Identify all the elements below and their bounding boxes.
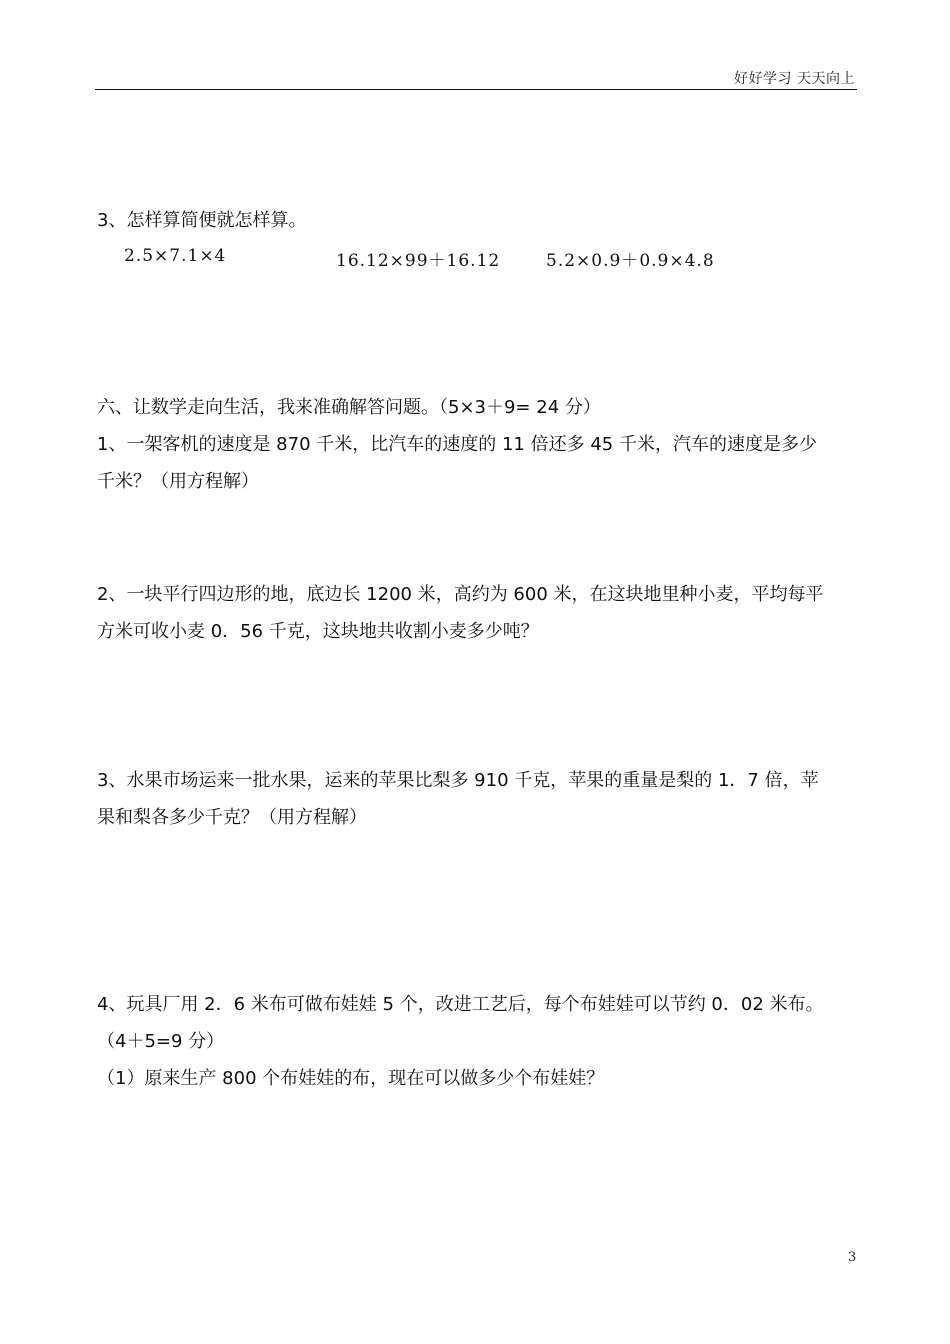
question-6-1-line-2: 千米？（用方程解）: [97, 471, 259, 492]
question-6-4-line-1: 4、玩具厂用 2．6 米布可做布娃娃 5 个，改进工艺后，每个布娃娃可以节约 0．02 米布。: [97, 994, 824, 1015]
expression-3: 5.2×0.9＋0.9×4.8: [546, 251, 715, 271]
expression-2: 16.12×99＋16.12: [336, 251, 501, 271]
question-6-2-line-2: 方米可收小麦 0．56 千克，这块地共收割小麦多少吨？: [97, 621, 539, 642]
header-slogan: 好好学习 天天向上: [734, 71, 855, 87]
question-6-4-subquestion-1: （1）原来生产 800 个布娃娃的布，现在可以做多少个布娃娃？: [97, 1068, 605, 1089]
question-6-1-line-1: 1、一架客机的速度是 870 千米，比汽车的速度的 11 倍还多 45 千米，汽车的速度是多少: [97, 434, 817, 455]
question-6-3-line-2: 果和梨各多少千克？（用方程解）: [97, 807, 367, 828]
question-6-2-line-1: 2、一块平行四边形的地，底边长 1200 米，高约为 600 米，在这块地里种小麦，平均每平: [97, 584, 824, 605]
question-5-3-title: 3、怎样算简便就怎样算。: [97, 210, 307, 231]
header-divider: [95, 89, 857, 90]
section-6-title: 六、让数学走向生活，我来准确解答问题。（5×3＋9= 24 分）: [97, 397, 601, 418]
question-6-3-line-1: 3、水果市场运来一批水果，运来的苹果比梨多 910 千克，苹果的重量是梨的 1．7 倍，苹: [97, 770, 819, 791]
page-number: 3: [848, 1250, 857, 1265]
question-6-4-line-2: （4＋5=9 分）: [97, 1031, 225, 1052]
expression-1: 2.5×7.1×4: [124, 246, 227, 266]
